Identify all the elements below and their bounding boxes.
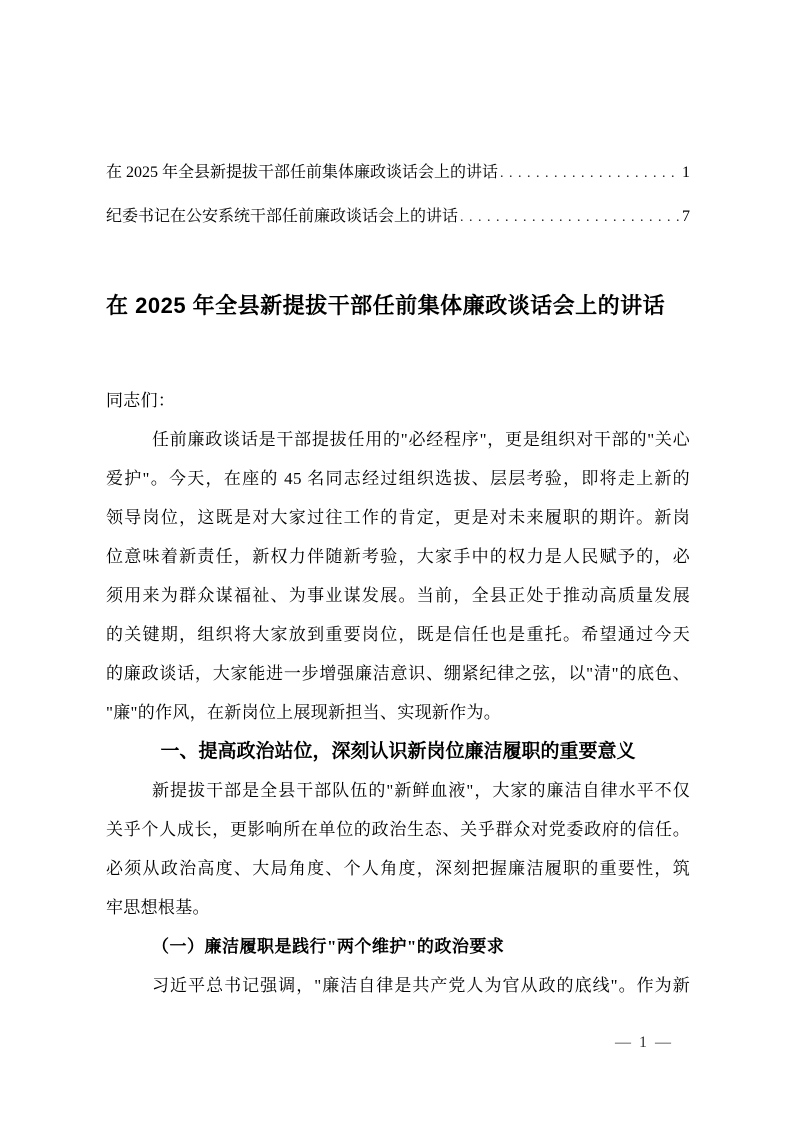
page-number-footer: — 1 —	[615, 1034, 673, 1051]
body-text-line: 任前廉政谈话是干部提拔任用的"必经程序"，更是组织对干部的"关心	[152, 430, 690, 449]
document-body	[106, 381, 690, 1005]
body-text-line: 习近平总书记强调，"廉洁自律是共产党人为官从政的底线"。作为新	[152, 976, 690, 995]
body-text-line: 必须从政治高度、大局角度、个人角度，深刻把握廉洁履职的重要性，筑	[106, 859, 690, 878]
toc-entry-title: 纪委书记在公安系统干部任前廉政谈话会上的讲话	[106, 208, 459, 225]
body-text-line: 关乎个人成长，更影响所在单位的政治生态、关乎群众对党委政府的信任。	[106, 820, 690, 839]
document-title: 在 2025 年全县新提拔干部任前集体廉政谈话会上的讲话	[106, 293, 666, 318]
table-of-contents	[106, 163, 690, 228]
body-text-line: "廉"的作风，在新岗位上展现新担当、实现新作为。	[106, 703, 502, 722]
toc-entry-page-number: 7	[682, 208, 690, 225]
toc-dot-leader	[500, 163, 680, 184]
salutation-line: 同志们：	[106, 391, 176, 410]
body-text-line: 领导岗位，这既是对大家过往工作的肯定，更是对未来履职的期许。新岗	[106, 508, 690, 527]
toc-entry-page-number: 1	[682, 164, 690, 181]
body-text-line: 爱护"。今天，在座的 45 名同志经过组织选拔、层层考验，即将走上新的	[106, 469, 690, 488]
body-text-line: 须用来为群众谋福祉、为事业谋发展。当前，全县正处于推动高质量发展	[106, 586, 690, 605]
toc-entry-1[interactable]	[106, 163, 690, 184]
toc-entry-title: 在 2025 年全县新提拔干部任前集体廉政谈话会上的讲话	[106, 164, 499, 181]
subsection-heading-1-1: （一）廉洁履职是践行"两个维护"的政治要求	[152, 937, 505, 956]
toc-dot-leader	[460, 207, 680, 228]
body-text-line: 位意味着新责任，新权力伴随新考验，大家手中的权力是人民赋予的，必	[106, 547, 690, 566]
body-text-line: 牢思想根基。	[106, 898, 210, 917]
section-heading-1: 一、提高政治站位，深刻认识新岗位廉洁履职的重要意义	[160, 741, 636, 762]
body-text-line: 的关键期，组织将大家放到重要岗位，既是信任也是重托。希望通过今天	[106, 625, 690, 644]
toc-entry-2[interactable]	[106, 207, 690, 228]
body-text-line: 的廉政谈话，大家能进一步增强廉洁意识、绷紧纪律之弦，以"清"的底色、	[106, 664, 690, 683]
body-text-line: 新提拔干部是全县干部队伍的"新鲜血液"，大家的廉洁自律水平不仅	[152, 781, 690, 800]
